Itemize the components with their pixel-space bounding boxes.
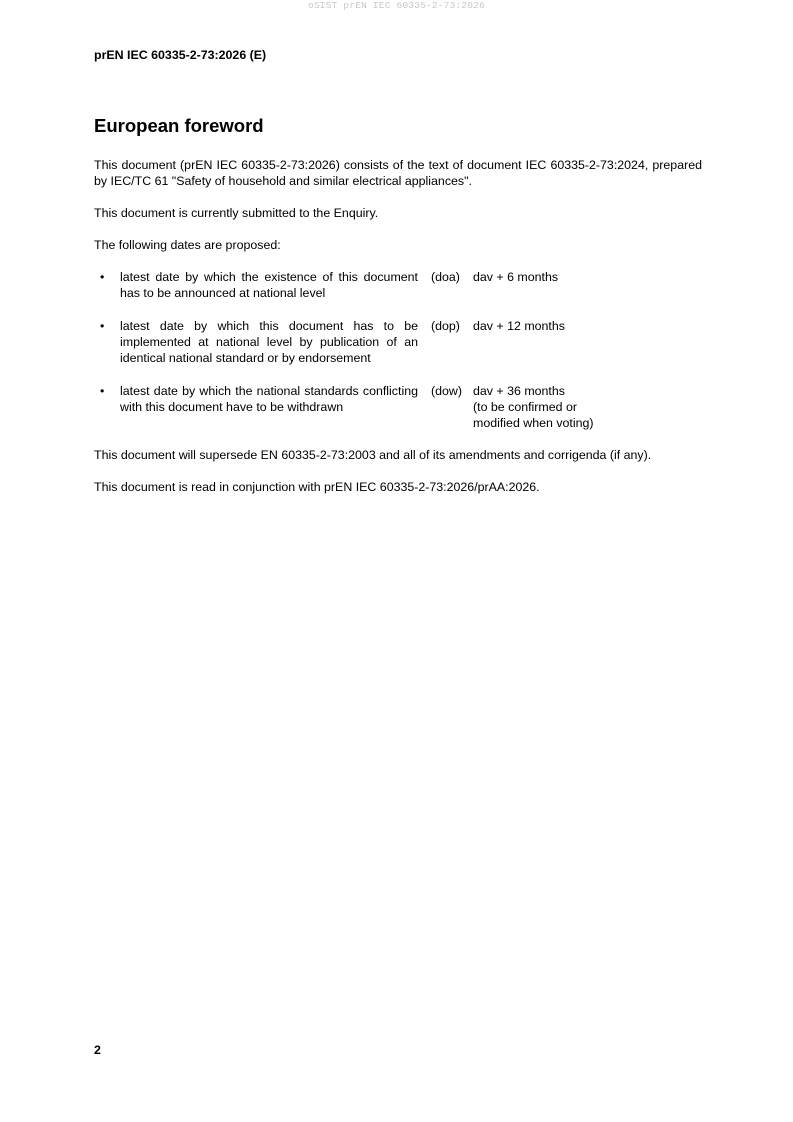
date-code: (dow) <box>431 384 462 398</box>
list-item-dow <box>94 383 702 431</box>
conjunction-paragraph: This document is read in conjunction with prEN IEC 60335-2-73:2026/prAA:2026. <box>94 480 540 494</box>
dates-list <box>94 269 702 431</box>
date-value: dav + 6 months <box>473 270 559 284</box>
page-title: European foreword <box>94 115 264 136</box>
date-description: latest date by which the national standards conflicting with this document have to be withdrawn <box>120 384 418 414</box>
intro-paragraph: This document (prEN IEC 60335-2-73:2026) consists of the text of document IEC 60335-2-73:2024, prepared by IEC/TC 61 "Safety of household and similar electrical appliances". <box>94 158 702 188</box>
bullet-icon: • <box>100 384 105 398</box>
date-code: (doa) <box>431 270 460 284</box>
date-value: dav + 12 months <box>473 319 565 333</box>
date-description: latest date by which the existence of this document has to be announced at national level <box>120 270 418 300</box>
enquiry-paragraph: This document is currently submitted to the Enquiry. <box>94 206 379 220</box>
list-item-doa <box>94 269 702 301</box>
document-header: prEN IEC 60335-2-73:2026 (E) <box>94 48 267 62</box>
bullet-icon: • <box>100 270 105 284</box>
date-description: latest date by which this document has to be implemented at national level by publication of an identical national standard or by endorsement <box>120 319 418 365</box>
date-value: dav + 36 months (to be confirmed or modified when voting) <box>473 384 594 430</box>
supersede-paragraph: This document will supersede EN 60335-2-73:2003 and all of its amendments and corrigenda (if any). <box>94 448 652 462</box>
page-number: 2 <box>94 1043 101 1057</box>
date-code: (dop) <box>431 319 460 333</box>
watermark: oSIST prEN IEC 60335-2-73:2026 <box>307 0 486 11</box>
dates-intro-paragraph: The following dates are proposed: <box>94 238 281 252</box>
bullet-icon: • <box>100 319 105 333</box>
document-body <box>94 157 702 511</box>
list-item-dop <box>94 318 702 366</box>
